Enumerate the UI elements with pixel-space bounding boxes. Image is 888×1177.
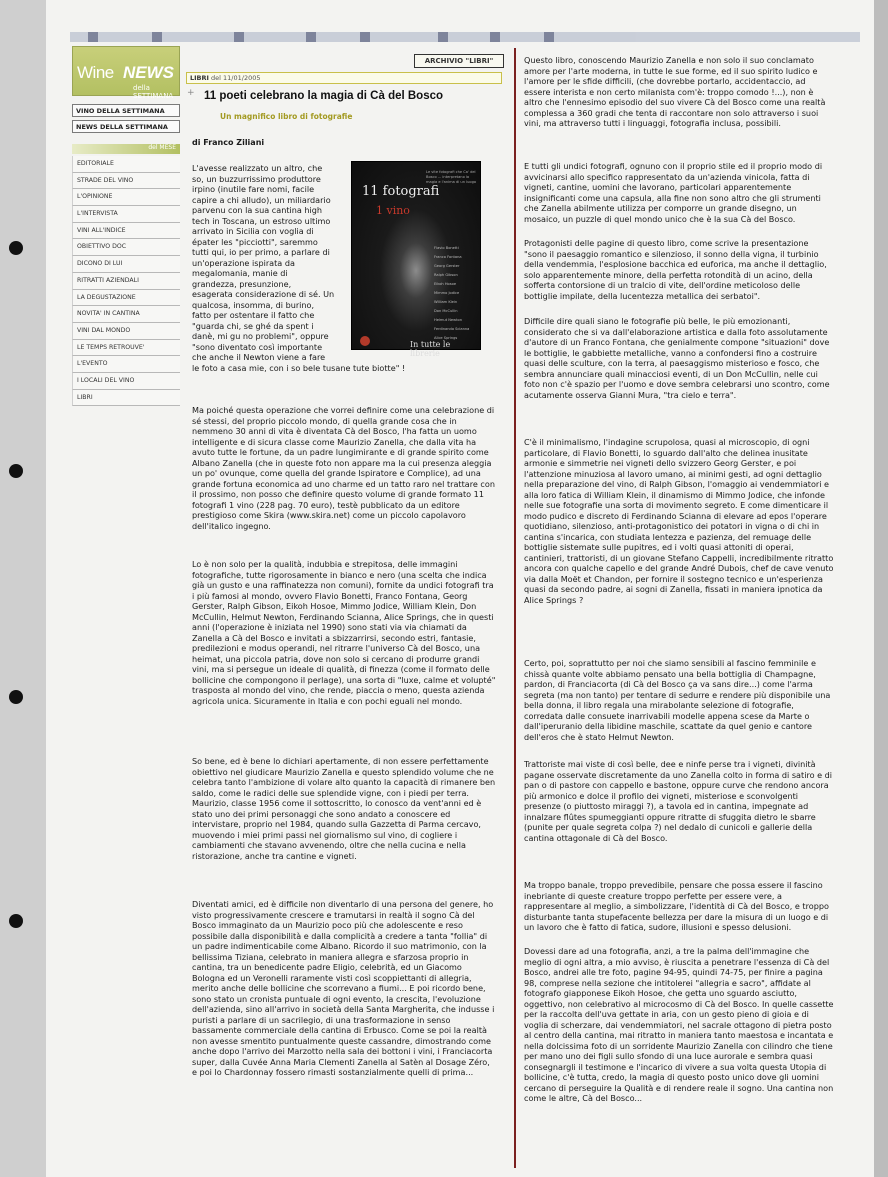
right-paragraph-5: Ma troppo banale, troppo prevedibile, pensare che possa essere il fascino inebriante di queste creature troppo perfette per essere vere, a rappresentare al meglio, a simbolizzare, l'identità di Cà del Bosco, e troppo disturbante tanta stupefacente bellezza per dare la misura di un luogo e di un lavoro che è fatto di fatica, sudore, illusioni e spesso delusioni. [524, 880, 829, 932]
intro-line: un'operazione ispirata da [192, 257, 295, 268]
right-paragraph-3: C'è il minimalismo, l'indagine scrupolosa, quasi al microscopio, di ogni particolare, di Flavio Bonetti, lo sguardo dall'alto che delinea inusitate armonie e simmetrie nei vigneti dello svizzero Georg Gerster, e poi l'attenzione minuziosa al lavoro umano, ai minimi gesti, ad ogni dettaglio nella preparazione del vino, di Ralph Gibson, l'omaggio ai vendemmiatori e alla loro fatica di William Klein, il dinamismo di Mimmo Jodice, che infonde nelle sue fotografie una sorta di movimento segreto. E come dimenticare il modo pudico e discreto di Ferdinando Scianna di elevare ad epos l'operare quotidiano, silenzioso, anti-protagonistico dei potatori in vigna o di chi in cantina s'incarica, con studiata lentezza e pazienza, del remuage delle bottiglie sistemate sulle pupitres, ed i volti quasi attoniti di operai, cantinieri, trattoristi, di un giovane Stefano Cappelli, incredibilmente ritratto ancora con qualche capello e del grande André Dubois, chef de cave venuto via dalla Moët et Chandon, per fornire il sostegno tecnico e un'esperienza quasi da secondo padre, ai sogni di Zanella, fissati in maniera ipnotica da Alice Springs ? [524, 437, 834, 605]
menu-item-obiettivo-doc[interactable]: OBIETTIVO DOC [72, 239, 180, 256]
intro-line: so, un buzzurrissimo produttore [192, 173, 321, 184]
right-paragraph-1b: E tutti gli undici fotografi, ognuno con il proprio stile ed il proprio modo di avvicinarsi allo specifico rappresentato da un'azienda vinicola, fatta di vigneti, cantine, uomini che lavorano, particolari apparentemente insignificanti come una capsula, alla fine non sono altro che gli strumenti che Zanella abilmente utilizza per comporre un grande disegno, un mosaico, un puzzle di quel mondo unico che è la sua Cà del Bosco. [524, 161, 823, 224]
skira-logo-icon [360, 336, 370, 346]
section-label: LIBRI [190, 74, 209, 82]
intro-line: fatto per ostentare il fatto che [192, 310, 315, 320]
intro-line: le foto a casa mie, con i so bele tusane tute biotte" ! [192, 362, 406, 373]
logo-news-text: NEWS [123, 63, 174, 82]
menu-item-novita-in-cantina[interactable]: NOVITA' IN CANTINA [72, 306, 180, 323]
right-paragraph-2: Protagonisti delle pagine di questo libro, come scrive la presentazione "sono il paesaggio romantico e silenzioso, il sonno della vigna, il turbinio della vendemmia, l'esplosione bacchica ed euforica, ma anche il dettaglio, solo apparentemente minore, della perfetta rotondità di un acino, della sofferta contorsione di un tralcio di vite, dell'ordine meticoloso delle bottiglie impilate, della lucentezza metallica dei serbatoi". [524, 238, 827, 301]
book-cover-subtitle: 1 vino [376, 204, 410, 217]
punch-hole [9, 690, 23, 704]
intro-line: irpino (inutile fare nomi, facile [192, 184, 315, 194]
book-cover-photographer-name: Ralph Gibson [434, 273, 458, 277]
menu-item-evento[interactable]: L'EVENTO [72, 356, 180, 373]
menu-item-libri[interactable]: LIBRI [72, 390, 180, 407]
topbar-square [152, 32, 162, 42]
intro-line: grandezza, presunzione, [192, 278, 292, 289]
menu-item-intervista[interactable]: L'INTERVISTA [72, 206, 180, 223]
nav-news-settimana[interactable]: NEWS DELLA SETTIMANA [72, 120, 180, 133]
intro-line: che anche il Newton viene a fare [192, 352, 326, 362]
menu-item-degustazione[interactable]: LA DEGUSTAZIONE [72, 290, 180, 307]
punch-hole [9, 241, 23, 255]
right-paragraph-2b: Difficile dire quali siano le fotografie più belle, le più emozionanti, considerato che si va dall'elaborazione artistica e dalla foto assolutamente d'autore di un Franco Fontana, che genialmente compone "situazioni" dove le bottiglie, le gabbiette metalliche, vanno a confondersi fino a costruire quasi delle sculture, con la terra, al paesaggismo misterioso e fosco, che sembra annunciare quali minacciosi eventi, di un Don McCullin, nelle cui foto non c'è spazio per l'uomo e dove sembra celebrarsi uno scontro, come acutamente osserva Gianni Mura, "tra cielo e terra". [524, 316, 830, 400]
nav-vino-settimana[interactable]: VINO DELLA SETTIMANA [72, 104, 180, 117]
topbar-square [234, 32, 244, 42]
section-date: del 11/01/2005 [208, 74, 261, 82]
topbar-square [88, 32, 98, 42]
topbar-square [438, 32, 448, 42]
article-title: 11 poeti celebrano la magia di Cà del Bosco [204, 90, 444, 102]
book-cover-photographer-name: Georg Gerster [434, 264, 460, 268]
menu-item-strade-del-vino[interactable]: STRADE DEL VINO [72, 173, 180, 190]
winenews-logo[interactable] [72, 46, 180, 100]
section-date-bar [186, 72, 502, 84]
intro-line: "sono diventato così importante [192, 341, 323, 352]
book-cover-photographer-name: Flavio Bonetti [434, 246, 459, 250]
binder-strip [0, 0, 46, 1177]
menu-item-vini-all-indice[interactable]: VINI ALL'INDICE [72, 223, 180, 240]
punch-hole [9, 914, 23, 928]
logo-sub-text: della SETTIMANA [133, 84, 174, 100]
intro-line: L'avesse realizzato un altro, che [192, 163, 323, 173]
book-cover-title: 11 fotografi [362, 184, 440, 199]
article-subtitle: Un magnifico libro di fotografie [220, 112, 353, 121]
book-cover-photographer-name: Franco Fontana [434, 255, 462, 259]
intro-line: épater les "picciotti", saremmo [192, 236, 318, 247]
intro-line: arrivato in Sicilia con voglia di [192, 226, 314, 236]
menu-item-vini-dal-mondo[interactable]: VINI DAL MONDO [72, 323, 180, 340]
book-cover-photographer-name: Alice Springs [434, 336, 458, 340]
archive-libri-button[interactable]: ARCHIVIO "LIBRI" [414, 54, 504, 68]
menu-item-temps-retrouve[interactable]: LE TEMPS RETROUVE' [72, 340, 180, 357]
intro-line: danè, mi gu no problemi", oppure [192, 331, 329, 341]
paragraph-5: Diventati amici, ed è difficile non diventarlo di una persona del genere, ho visto progressivamente crescere e tramutarsi in realtà il sogno Cà del Bosco immaginato da un Maurizio poco più che adolescente e reso possibile dalla disponibilità e dalla complicità a credere a tanta "follia" di un padre indimenticabile come Albano. Ricordo il suo matrimonio, con la bellissima Tiziana, celebrato in maniera allegra e sfarzosa proprio in cantina, tra un benedicente padre Eligio, celebrità, ed un Giacomo Bologna ed un Veronelli raramente visti così scoppiettanti di allegria, merito anche delle bollicine che scorrevano a fiumi... E poi ricordo bene, sono stato un cronista puntuale di ogni evento, la crescita, l'evoluzione dell'azienda, sino all'arrivo in società della Santa Margherita, che indusse i puristi a parlare di un sacrilegio, di una trasformazione in senso bassamente commerciale della cantina di Erbusco. Come se poi la realtà non avesse smentito puntualmente queste cassandre, dimostrando come anche dopo l'arrivo dei Marzotto nella sala dei bottoni i vini, i Franciacorta super, dalla Cuvée Anna Maria Clementi Zanella al Satèn al Dosage Zéro, e poi lo Chardonnay fossero rimasti sostanzialmente quelli di prima... [192, 899, 495, 1077]
column-divider [514, 48, 516, 1168]
menu-item-editoriale[interactable]: EDITORIALE [72, 156, 180, 173]
book-cover-photographers [434, 244, 469, 343]
topbar-square [544, 32, 554, 42]
intro-line: esagerata considerazione di sé. Un [192, 289, 335, 299]
paragraph-2: Ma poiché questa operazione che vorrei definire come una celebrazione di sé stessi, del proprio piccolo mondo, di quella grande cosa che in nemmeno 30 anni di vita è diventata Cà del Bosco, l'ha fatta un uomo intelligente e di sicura classe come Maurizio Zanella, che dalla vita ha avuto tutte le fortune, da un padre lungimirante e di grande spirito come Albano Zanella (che in queste foto non appare ma la cui presenza aleggia un po' ovunque, come quella del grande Ispiratore e Complice), ad una grande fortuna economica ad uno charme ed un tatto raro nel trattare con il prossimo, non posso che definire questo volume di grande formato 11 fotografi 1 vino (228 pag. 70 euro), testè pubblicato da un editore prestigioso come Skira (www.skira.net) come un piccolo capolavoro dell'italico ingegno. [192, 405, 495, 531]
menu-item-locali-del-vino[interactable]: I LOCALI DEL VINO [72, 373, 180, 390]
book-cover-photographer-name: Ferdinando Scianna [434, 327, 470, 331]
intro-line: tutti qui, io per primo, a parlare di [192, 247, 330, 257]
punch-hole [9, 464, 23, 478]
topbar-square [360, 32, 370, 42]
sidebar-menu [72, 156, 180, 406]
menu-item-dicono-di-lui[interactable]: DICONO DI LUI [72, 256, 180, 273]
paragraph-4: So bene, ed è bene lo dichiari apertamente, di non essere perfettamente obiettivo nel giudicare Maurizio Zanella e questo splendido volume che ne celebra tanto l'ambizione di volare alto quanto la capacità di rimanere ben saldo, come le radici delle sue splendide vigne, con i piedi per terra. Maurizio, classe 1956 come il sottoscritto, lo conosco da vent'anni ed è stato uno dei primi personaggi che sono andato a conoscere ed intervistare, proprio nel 1984, quando sulla Gazzetta di Parma cercavo, muovendo i miei primi passi nel giornalismo sul vino, di cogliere i cambiamenti che stavano avvenendo, oltre che nella cucina e nella ristorazione, anche tra cantine e vigneti. [192, 756, 496, 861]
right-paragraph-5b: Dovessi dare ad una fotografia, anzi, a tre la palma dell'immagine che meglio di ogni altra, a mio avviso, è riuscita a penetrare l'essenza di Cà del Bosco, andrei alle tre foto, pagine 94-95, quindi 74-75, per finire a pagina 98, comprese nella sezione che intitolerei "allegria e sacro", affidate al fotografo giapponese Eikoh Hosoe, che getta uno sguardo asciutto, oggettivo, non celebrativo al microcosmo di Cà del Bosco. In quelle cassette per la raccolta dell'uva gettate in aria, con un gesto pieno di gioia e di voglia di scherzare, dai vendemmiatori, nel sacrale ottagono di pietra posto al centro della cantina, mai ritratto in maniera tanto maestosa e incantata e nella dolcissima foto di un sorridente Maurizio Zanella con cilindro che tiene per mano uno dei figli sullo sfondo di una luce aurorale e sembra quasi consegnargli il testimone e l'incarico di vivere a sua volta questa Utopia di bollicine, c'è tutta, credo, la magia di questo posto unico dove gli uomini cercano di perseguire la Qualità e di rendere reale il sogno. Una cantina non come le altre, Cà del Bosco... [524, 946, 834, 1103]
menu-item-ritratti-aziendali[interactable]: RITRATTI AZIENDALI [72, 273, 180, 290]
right-paragraph-4b: Trattoriste mai viste di così belle, dee e ninfe perse tra i vigneti, divinità pagane osservate discretamente da uno Zanella colto in forma di satiro e di pan o di pastore con cappello e bastone, oppure curve che rendono ancora più armonico e dolce il profilo dei vigneti, misteriose e sconvolgenti presenze (o piuttosto miraggi ?), a tavola ed in cantina, impegnate ad innalzare flûtes spumeggianti oppure ritratte di sfuggita dietro le sbarre (punite per quale segreta colpa ?) nel dedalo di cunicoli e gallerie della cantina ottagonale di Cà del Bosco. [524, 759, 833, 843]
book-cover-footer: In tutte le librerie [410, 340, 451, 358]
edge-strip [874, 0, 888, 1177]
mese-header: del MESE [72, 144, 180, 154]
intro-line: capire a chi alludo), un miliardario [192, 194, 331, 205]
book-cover-top-text: Le vite fotografi che Ca' del Bosco ... interpretano la magia e l'anima di un luogo [426, 170, 477, 184]
book-cover-photographer-name: Don McCullin [434, 309, 458, 313]
book-cover-photographer-name: William Klein [434, 300, 458, 304]
intro-line: qualcosa, insomma, di burino, [192, 299, 315, 310]
right-paragraph-4: Certo, poi, soprattutto per noi che siamo sensibili al fascino femminile e chissà quante volte abbiamo pensato una bella bottiglia di Champagne, pardon, di Franciacorta (di Cà del Bosco ça va sans dire...) come l'arma segreta (ma non tanto) per tentare di sedurre e rendere più disponibile una bella donna, il libro regala una mirabolante selezione di fotografie, corredata dalle consuete inarrivabili modelle appena scese da Marte o dall'iperuranio della libidine maschile, scattate da quel genio e cantore dell'eros che è stato Helmut Newton. [524, 658, 831, 742]
intro-line: "guarda chi, se ghé da spent i [192, 320, 314, 331]
book-cover-image [351, 161, 481, 358]
paragraph-3: Lo è non solo per la qualità, indubbia e strepitosa, delle immagini fotografiche, tutte rigorosamente in bianco e nero (una scelta che indica già un gusto e una raffinatezza non comuni), fornite da undici fotografi tra i più famosi al mondo, ovvero Flavio Bonetti, Franco Fontana, Georg Gerster, Ralph Gibson, Eikoh Hosoe, Mimmo Jodice, William Klein, Don McCullin, Helmut Newton, Ferdinando Scianna, Alice Springs, che in questi anni (l'operazione è iniziata nel 1990) sono stati via via chiamati da Zanella a Cà del Bosco e invitati a sbizzarrirsi, secondo estri, fantasie, predilezioni e modus operandi, nel ritrarre l'universo Cà del Bosco, una heimat, una piccola patria, dove non solo si cercano di produrre grandi vini, ma si persegue un ideale di qualità, di finezza (come il formato delle bollicine che compongono il perlage), una sorta di "luxe, calme et volupté" trasposta al mondo del vino, che rende, piaccia o meno, questa azienda agricola unica. Sicuramente in Italia e con pochi eguali nel mondo. [192, 559, 496, 706]
article-author: di Franco Ziliani [192, 138, 265, 147]
book-cover-photographer-name: Eikoh Hosoe [434, 282, 457, 286]
topbar-square [306, 32, 316, 42]
plus-icon: + [187, 88, 195, 98]
right-paragraph-1: Questo libro, conoscendo Maurizio Zanella e non solo il suo conclamato amore per l'arte moderna, in tutte le sue forme, ed il suo spirito ludico e l'amore per le sfide difficili, (che dovrebbe portarlo, accidentaccio, ad essere interista e non certo milanista com'è: troppo comodo !...), non è altro che l'ennesimo episodio del suo vivere Cà del Bosco come una realtà complessa a 360 gradi che tenta di raccontare non solo attraverso i suoi vini, ma attraverso tutti i linguaggi, fotografia inclusa, possibili. [524, 55, 826, 128]
intro-line: megalomania, manie di [192, 268, 288, 278]
intro-line: tech in Toscana, un estroso ultimo [192, 215, 331, 226]
topbar-square [490, 32, 500, 42]
menu-item-opinione[interactable]: L'OPINIONE [72, 189, 180, 206]
intro-line: parvenu con la sua cantina high [192, 205, 323, 215]
logo-wine-text: Wine [77, 63, 114, 82]
book-cover-photographer-name: Mimmo Jodice [434, 291, 460, 295]
browser-topbar [70, 32, 860, 42]
book-cover-photographer-name: Helmut Newton [434, 318, 462, 322]
